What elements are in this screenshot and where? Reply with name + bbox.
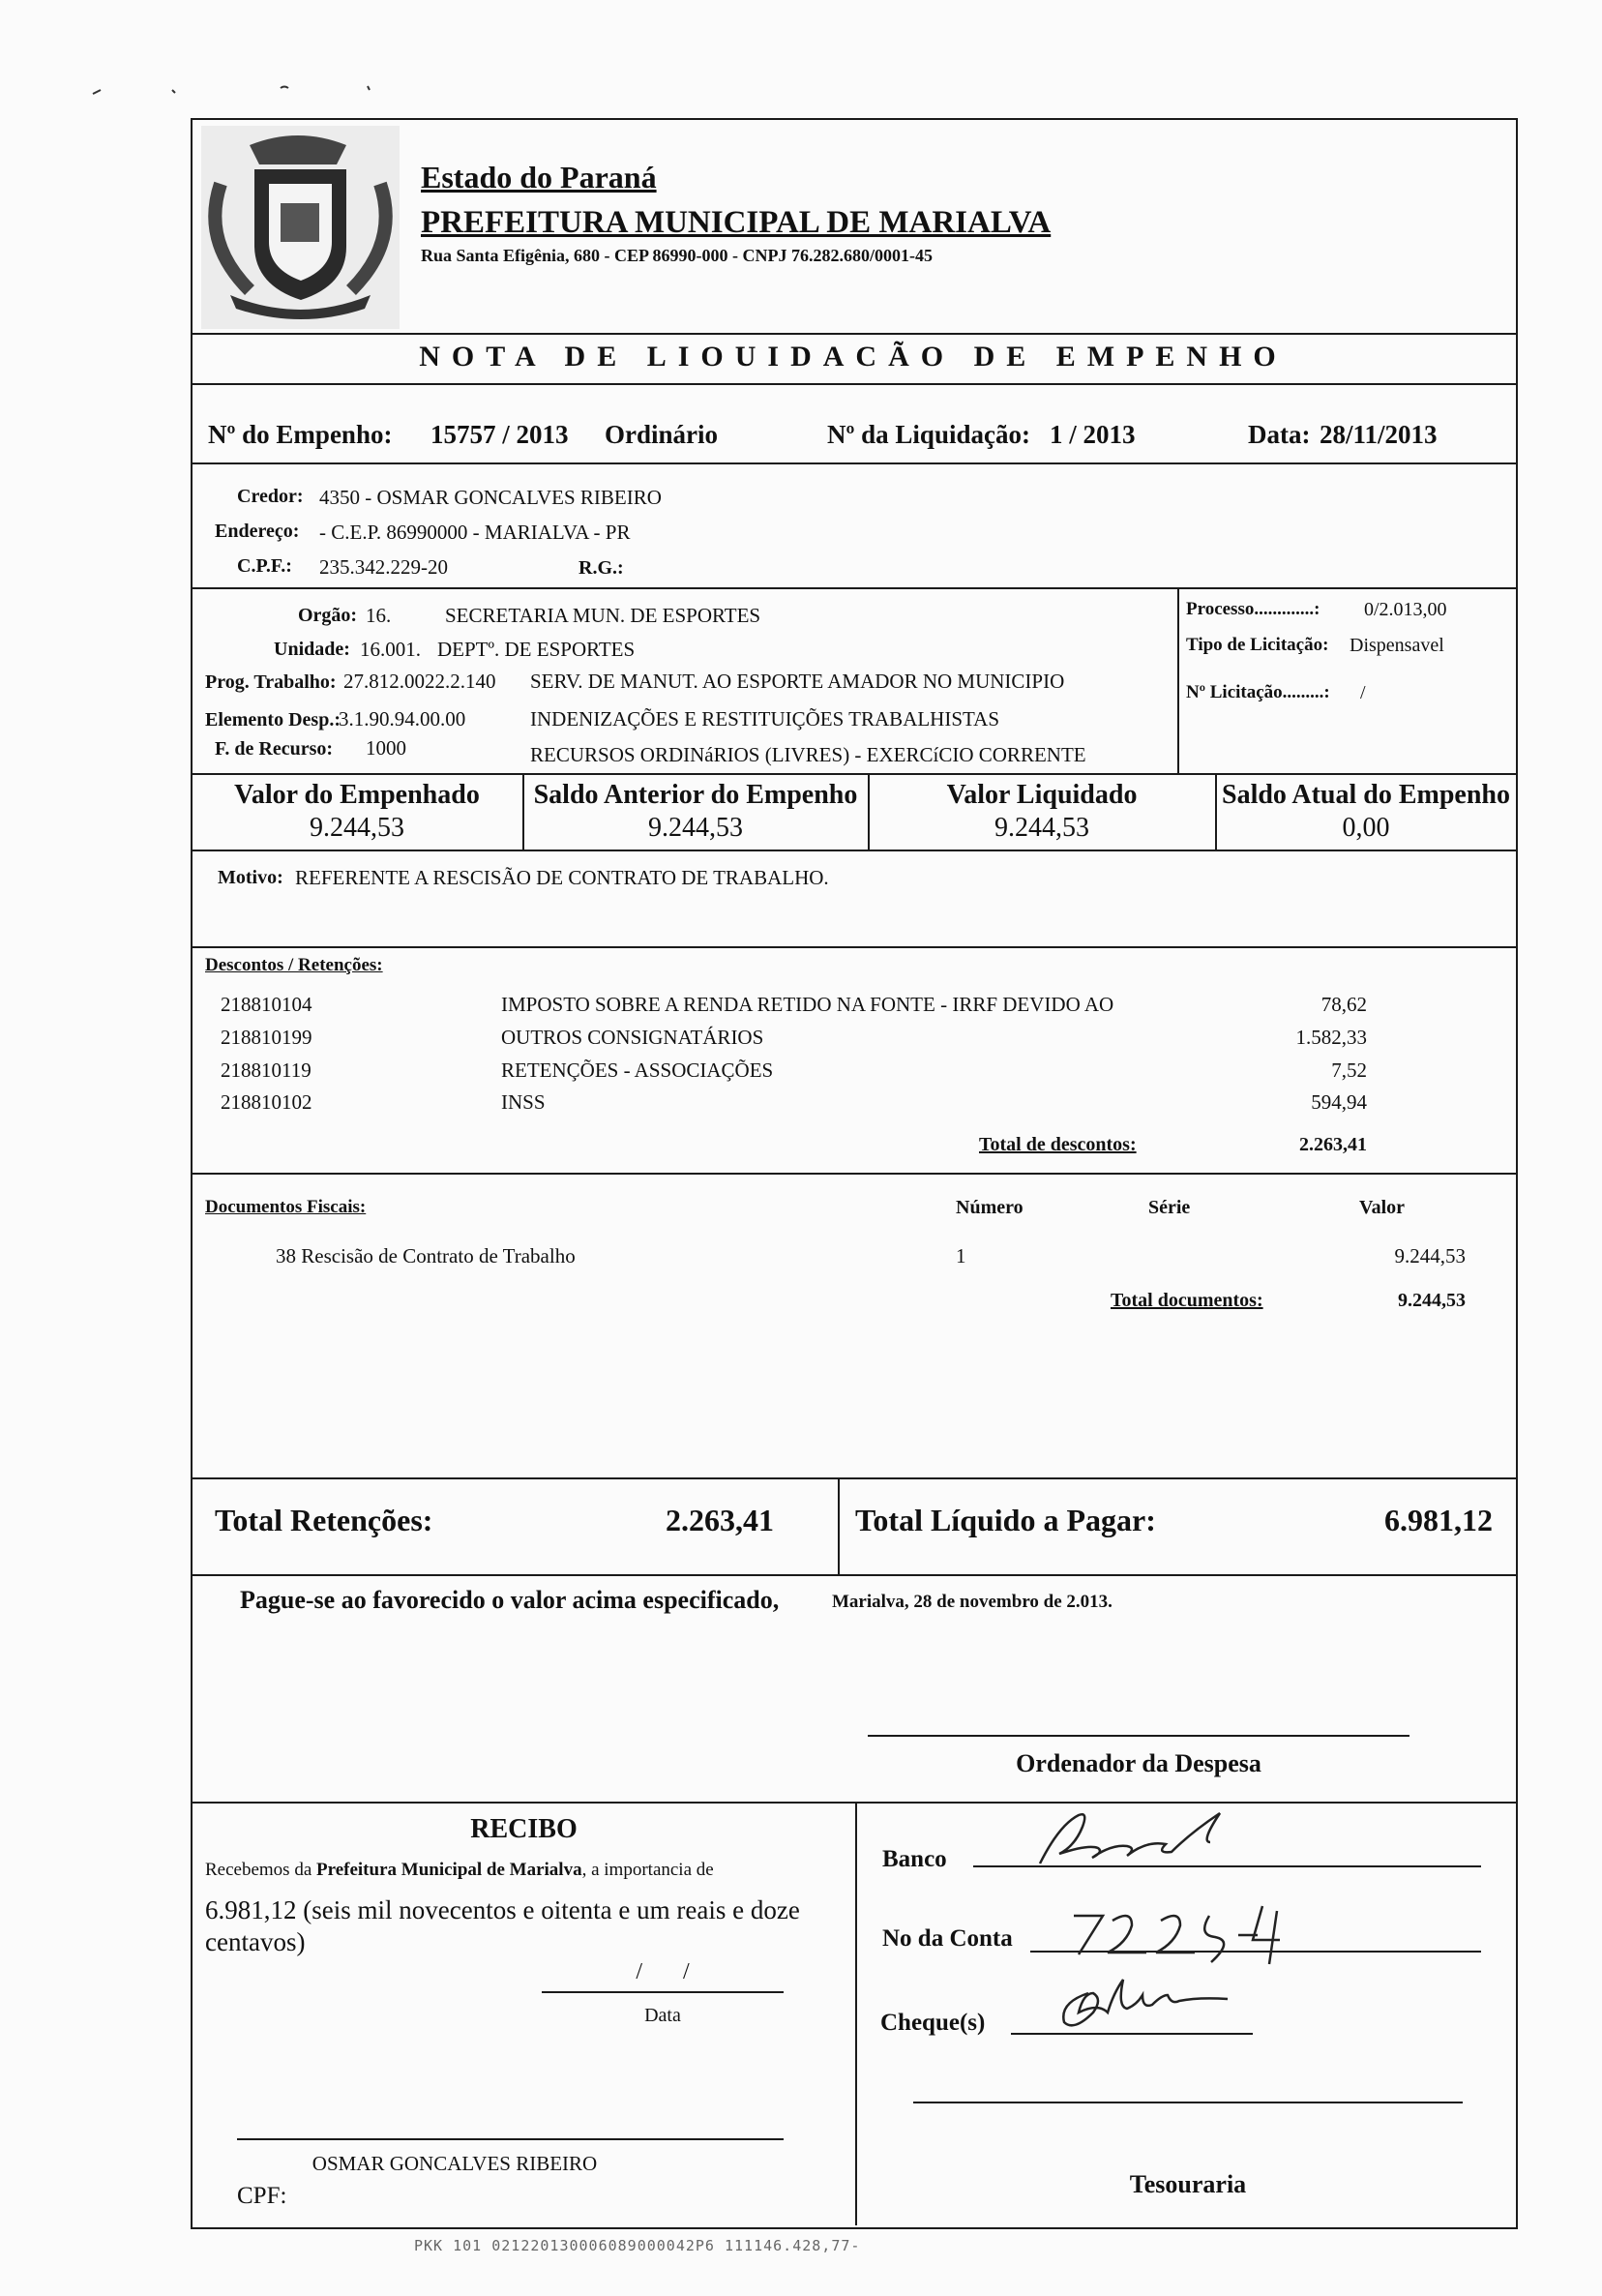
prog-code: 27.812.0022.2.140 <box>343 670 496 693</box>
motivo-text: REFERENTE A RESCISÃO DE CONTRATO DE TRABALHO. <box>295 866 829 889</box>
documentos-title: Documentos Fiscais: <box>205 1197 367 1217</box>
document-valor: 9.244,53 <box>1394 1244 1466 1267</box>
unidade-name: DEPTº. DE ESPORTES <box>437 638 636 661</box>
discount-desc: IMPOSTO SOBRE A RENDA RETIDO NA FONTE - IRRF DEVIDO AO <box>501 993 1114 1016</box>
municipality-name: PREFEITURA MUNICIPAL DE MARIALVA <box>421 205 1052 240</box>
col-serie: Série <box>1148 1197 1191 1218</box>
handwritten-cheque-signature <box>1050 1974 1253 2037</box>
licitacao-tipo-label: Tipo de Licitação: <box>1186 635 1329 655</box>
recibo-signer: OSMAR GONCALVES RIBEIRO <box>312 2152 598 2175</box>
coat-of-arms-emblem <box>201 126 400 329</box>
recurso-code: 1000 <box>366 736 406 760</box>
saldo-atual-value: 0,00 <box>1342 813 1390 843</box>
descontos-total-label: Total de descontos: <box>979 1134 1137 1155</box>
payment-place-date: Marialva, 28 de novembro de 2.013. <box>832 1592 1112 1612</box>
discount-value: 7,52 <box>1331 1059 1367 1082</box>
speck-marks <box>87 82 377 102</box>
classification-divider <box>1177 587 1179 773</box>
divider <box>191 1477 1516 1479</box>
total-retencoes-value: 2.263,41 <box>666 1503 774 1537</box>
recibo-date-slashes: / / <box>636 1959 690 1984</box>
licitacao-tipo-value: Dispensavel <box>1350 635 1444 656</box>
conta-label: No da Conta <box>882 1925 1013 1952</box>
divider <box>191 383 1516 385</box>
recibo-title: RECIBO <box>470 1814 578 1844</box>
scan-specks <box>87 82 377 102</box>
data-label: Data: <box>1248 420 1311 449</box>
cheque-label: Cheque(s) <box>880 2010 986 2036</box>
empenho-type: Ordinário <box>605 420 719 449</box>
col-numero: Número <box>956 1197 1024 1218</box>
recurso-name: RECURSOS ORDINáRIOS (LIVRES) - EXERCíCIO CORRENTE <box>530 743 1086 766</box>
discount-code: 218810104 <box>221 993 312 1016</box>
descontos-title: Descontos / Retenções: <box>205 955 383 975</box>
recibo-text-pre: Recebemos da <box>205 1860 317 1880</box>
discount-code: 218810102 <box>221 1090 312 1114</box>
prog-label: Prog. Trabalho: <box>205 671 337 693</box>
handwritten-bank-signature <box>1025 1807 1277 1875</box>
empenho-value: 15757 / 2013 <box>430 420 569 449</box>
valor-liquidado-value: 9.244,53 <box>994 813 1089 843</box>
tesouraria-label: Tesouraria <box>1129 2170 1247 2198</box>
prog-name: SERV. DE MANUT. AO ESPORTE AMADOR NO MUNICIPIO <box>530 670 1065 693</box>
orgao-label: Orgão: <box>298 605 358 626</box>
unidade-code: 16.001. <box>360 638 421 661</box>
recibo-divider <box>855 1802 857 2225</box>
signer-line <box>237 2138 784 2140</box>
endereco-value: - C.E.P. 86990000 - MARIALVA - PR <box>319 521 631 544</box>
divider <box>191 946 1516 948</box>
recibo-cpf-label: CPF: <box>237 2183 287 2209</box>
credor-value: 4350 - OSMAR GONCALVES RIBEIRO <box>319 486 662 509</box>
discount-code: 218810119 <box>221 1059 312 1082</box>
elemento-label: Elemento Desp.: <box>205 709 341 731</box>
rg-label: R.G.: <box>578 557 624 579</box>
orgao-name: SECRETARIA MUN. DE ESPORTES <box>445 604 761 627</box>
divider <box>191 462 1516 464</box>
divider <box>191 1574 1516 1576</box>
tesouraria-signature-line <box>913 2102 1463 2103</box>
discount-desc: OUTROS CONSIGNATÁRIOS <box>501 1026 764 1049</box>
total-retencoes-label: Total Retenções: <box>215 1503 433 1537</box>
date-line <box>542 1991 784 1993</box>
data-value: 28/11/2013 <box>1320 420 1438 449</box>
total-liquido-value: 6.981,12 <box>1384 1503 1493 1537</box>
discount-value: 78,62 <box>1320 993 1367 1016</box>
state-name: Estado do Paraná <box>421 160 657 194</box>
divider <box>191 1173 1516 1175</box>
documentos-total-value: 9.244,53 <box>1398 1290 1466 1311</box>
credor-label: Credor: <box>237 486 304 507</box>
divider <box>191 1802 1516 1804</box>
discount-code: 218810199 <box>221 1026 312 1049</box>
liquidacao-value: 1 / 2013 <box>1050 420 1136 449</box>
total-liquido-label: Total Líquido a Pagar: <box>855 1503 1156 1537</box>
elemento-name: INDENIZAÇÕES E RESTITUIÇÕES TRABALHISTAS <box>530 707 1000 731</box>
elemento-code: 3.1.90.94.00.00 <box>339 707 466 731</box>
discount-value: 594,94 <box>1311 1090 1367 1114</box>
col-valor: Valor <box>1359 1197 1406 1218</box>
liquidacao-label: Nº da Liquidação: <box>827 420 1030 449</box>
processo-value: 0/2.013,00 <box>1364 599 1447 620</box>
recibo-text-bold: Prefeitura Municipal de Marialva <box>316 1860 582 1880</box>
recibo-text <box>205 1860 844 1881</box>
ordenador-label: Ordenador da Despesa <box>1016 1749 1261 1777</box>
licitacao-num-value: / <box>1360 682 1366 703</box>
discount-desc: RETENÇÕES - ASSOCIAÇÕES <box>501 1059 774 1082</box>
discount-value: 1.582,33 <box>1295 1026 1367 1049</box>
saldo-atual-label: Saldo Atual do Empenho <box>1222 780 1510 810</box>
divider <box>191 850 1516 851</box>
motivo-label: Motivo: <box>218 867 283 888</box>
cpf-value: 235.342.229-20 <box>319 555 448 579</box>
handwritten-account-number <box>1064 1896 1306 1969</box>
valor-empenhado-value: 9.244,53 <box>310 813 404 843</box>
divider <box>191 587 1516 589</box>
recurso-label: F. de Recurso: <box>215 738 334 760</box>
footer-code: PKK 101 021220130006089000042P6 111146.428,77- <box>414 2237 861 2254</box>
totals-divider <box>838 1477 840 1574</box>
recibo-text-post: , a importancia de <box>581 1860 714 1880</box>
licitacao-num-label: Nº Licitação.........: <box>1186 682 1330 702</box>
banco-label: Banco <box>882 1846 947 1872</box>
recibo-date-label: Data <box>644 2005 681 2026</box>
empenho-label: Nº do Empenho: <box>208 420 393 449</box>
endereco-label: Endereço: <box>215 521 300 542</box>
unidade-label: Unidade: <box>274 639 350 660</box>
saldo-anterior-label: Saldo Anterior do Empenho <box>533 780 858 810</box>
document-numero: 1 <box>956 1244 966 1267</box>
valor-liquidado-label: Valor Liquidado <box>946 780 1138 810</box>
payment-text: Pague-se ao favorecido o valor acima especificado, <box>240 1586 780 1614</box>
documentos-total-label: Total documentos: <box>1111 1290 1263 1311</box>
document-desc: 38 Rescisão de Contrato de Trabalho <box>276 1244 576 1267</box>
saldo-anterior-value: 9.244,53 <box>648 813 743 843</box>
descontos-total-value: 2.263,41 <box>1299 1134 1367 1155</box>
valor-empenhado-label: Valor do Empenhado <box>234 780 480 810</box>
processo-label: Processo.............: <box>1186 599 1320 619</box>
divider <box>191 333 1516 335</box>
ordenador-signature-line <box>868 1735 1409 1737</box>
municipality-address: Rua Santa Efigênia, 680 - CEP 86990-000 - CNPJ 76.282.680/0001-45 <box>421 246 934 265</box>
discount-desc: INSS <box>501 1090 546 1114</box>
divider <box>191 773 1516 775</box>
orgao-code: 16. <box>366 604 392 627</box>
recibo-amount-text: 6.981,12 (seis mil novecentos e oitenta e um reais e doze centavos) <box>205 1895 800 1956</box>
document-title: NOTA DE LIOUIDACÃO DE EMPENHO <box>419 341 1288 373</box>
cpf-label: C.P.F.: <box>237 555 292 577</box>
